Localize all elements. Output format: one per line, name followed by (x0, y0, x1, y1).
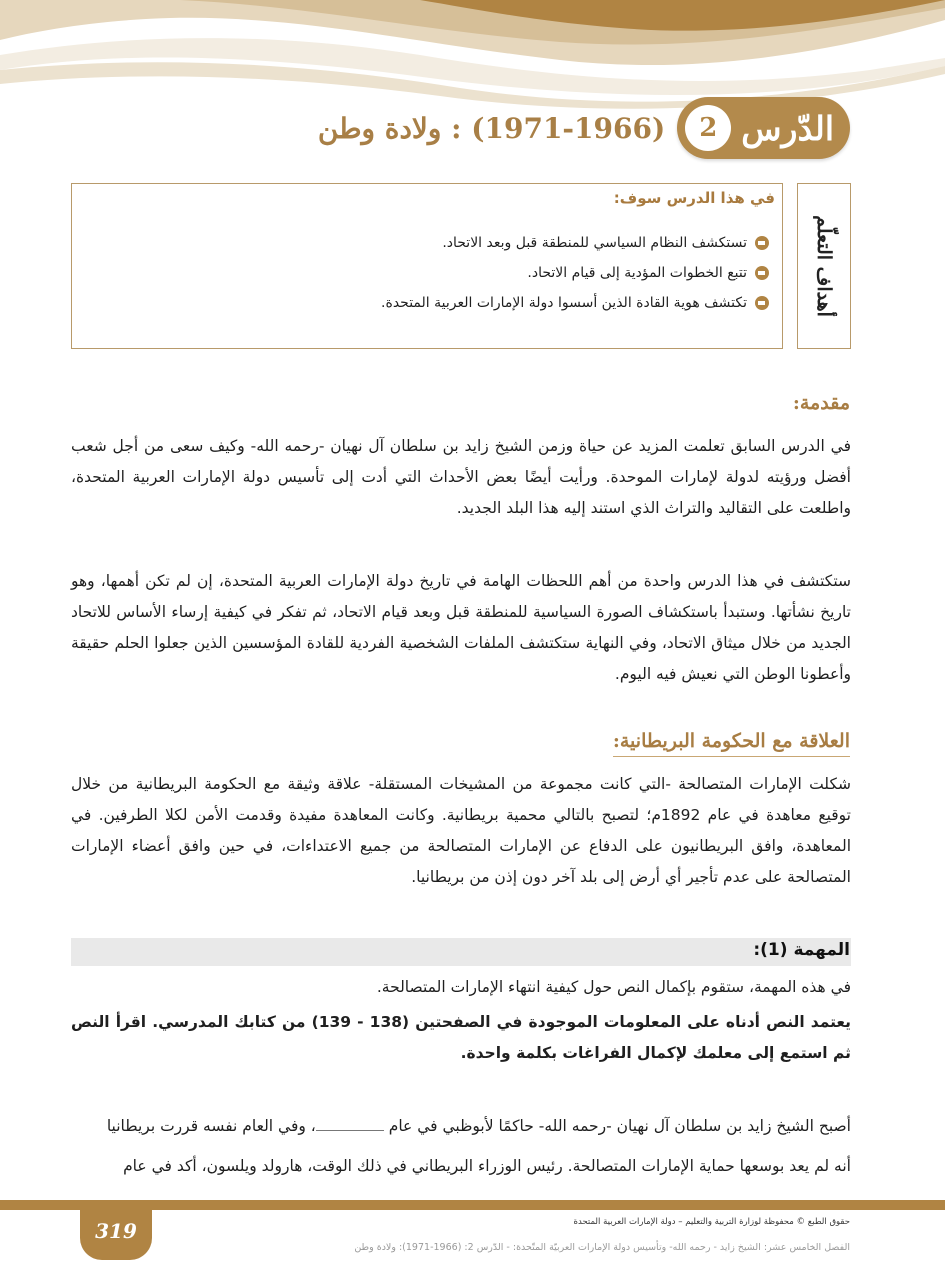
intro-paragraph-1: في الدرس السابق تعلمت المزيد عن حياة وزمن الشيخ زايد بن سلطان آل نهيان -رحمه الله- وكيف سعى من أجل شعب أفضل ورؤيته لدولة لإمارات الموحدة. ورأيت أيضًا بعض الأحداث التي أدت إلى تأسيس دولة الإمارات العربية المتحدة، واطلعت على التقاليد والتراث الذي استند إليه هذا البلد الجديد. (71, 437, 851, 517)
lesson-number: 2 (685, 105, 731, 151)
objectives-intro: في هذا الدرس سوف: (613, 189, 775, 207)
british-relations-heading: العلاقة مع الحكومة البريطانية: (613, 730, 850, 757)
lesson-header (318, 97, 850, 159)
task-text-part: أصبح الشيخ زايد بن سلطان آل نهيان -رحمه الله- حاكمًا لأبوظبي في عام (388, 1117, 851, 1135)
task-title-bar (71, 938, 851, 966)
british-relations-paragraph: شكلت الإمارات المتصالحة -التي كانت مجموعة من المشيخات المستقلة- علاقة وثيقة مع الحكومة البريطانية من خلال توقيع معاهدة في عام 1892م؛ لتصبح بالتالي محمية بريطانية. وكانت المعاهدة مفيدة وقدمت الأمن لكلا الطرفين. في المعاهدة، وافق البريطانيون على الدفاع عن الإمارات المتصالحة من جميع الاعتداءات، في حين وافق أعضاء الإمارات المتصالحة على عدم تأجير أي أرض إلى بلد آخر دون إذن من بريطانيا. (71, 775, 851, 886)
lesson-label: الدّرس (741, 108, 834, 148)
running-head: الفصل الخامس عشر: الشيخ زايد - رحمه الله- وتأسيس دولة الإمارات العربيّة المتّحدة: - الدّرس 2: (1966-1971): ولادة وطن (354, 1242, 850, 1253)
page-number: 319 (95, 1219, 137, 1243)
intro-heading: مقدمة: (792, 392, 850, 414)
task-instruction: يعتمد النص أدناه على المعلومات الموجودة في الصفحتين (138 - 139) من كتابك المدرسي. اقرأ النص ثم استمع إلى معلمك لإكمال الفراغات بكلمة واحدة. (71, 1013, 851, 1062)
lesson-title: (1971-1966) : ولادة وطن (317, 111, 666, 145)
decorative-top-waves (0, 0, 945, 110)
arrow-bullet-icon (755, 296, 769, 310)
list-item (381, 293, 769, 313)
task-text-line-1 (71, 1113, 851, 1139)
learning-objectives-tab (797, 183, 851, 349)
lesson-badge (677, 97, 850, 159)
arrow-bullet-icon (755, 266, 769, 280)
task-intro: في هذه المهمة، ستقوم بإكمال النص حول كيفية انتهاء الإمارات المتصالحة. (376, 978, 851, 996)
copyright-notice: حقوق الطبع © محفوظة لوزارة التربية والتعليم – دولة الإمارات العربية المتحدة (573, 1217, 850, 1227)
list-item (381, 263, 769, 283)
task-text-line-2: أنه لم يعد بوسعها حماية الإمارات المتصالحة. رئيس الوزراء البريطاني في ذلك الوقت، هارولد ويلسون، أكد في عام (123, 1157, 851, 1175)
intro-paragraph-2: ستكتشف في هذا الدرس واحدة من أهم اللحظات الهامة في تاريخ دولة الإمارات العربية المتحدة، إن لم تكن أهمها، وهو تاريخ نشأتها. وستبدأ باستكشاف الصورة السياسية للمنطقة قبل وبعد قيام الاتحاد، ثم تفكر في كيفية إرساء الأساس للاتحاد الجديد من خلال ميثاق الاتحاد، وفي النهاية ستكتشف الملفات الشخصية الفردية للقادة المؤسسين الذين جعلوا الحلم حقيقة وأعطونا الوطن التي نعيش فيه اليوم. (71, 572, 851, 683)
objectives-list (381, 233, 769, 323)
objective-text: تتبع الخطوات المؤدية إلى قيام الاتحاد. (527, 265, 747, 281)
list-item (381, 233, 769, 253)
learning-objectives-label: أهداف التعلّم (812, 215, 835, 317)
task-text-part: ، وفي العام نفسه قررت بريطانيا (106, 1117, 316, 1135)
objective-text: تستكشف النظام السياسي للمنطقة قبل وبعد الاتحاد. (442, 235, 747, 251)
page-number-tab (80, 1202, 152, 1260)
arrow-bullet-icon (755, 236, 769, 250)
task-title: المهمة (1): (753, 940, 850, 960)
objective-text: تكتشف هوية القادة الذين أسسوا دولة الإمارات العربية المتحدة. (381, 295, 747, 311)
fill-in-blank[interactable] (316, 1118, 384, 1131)
